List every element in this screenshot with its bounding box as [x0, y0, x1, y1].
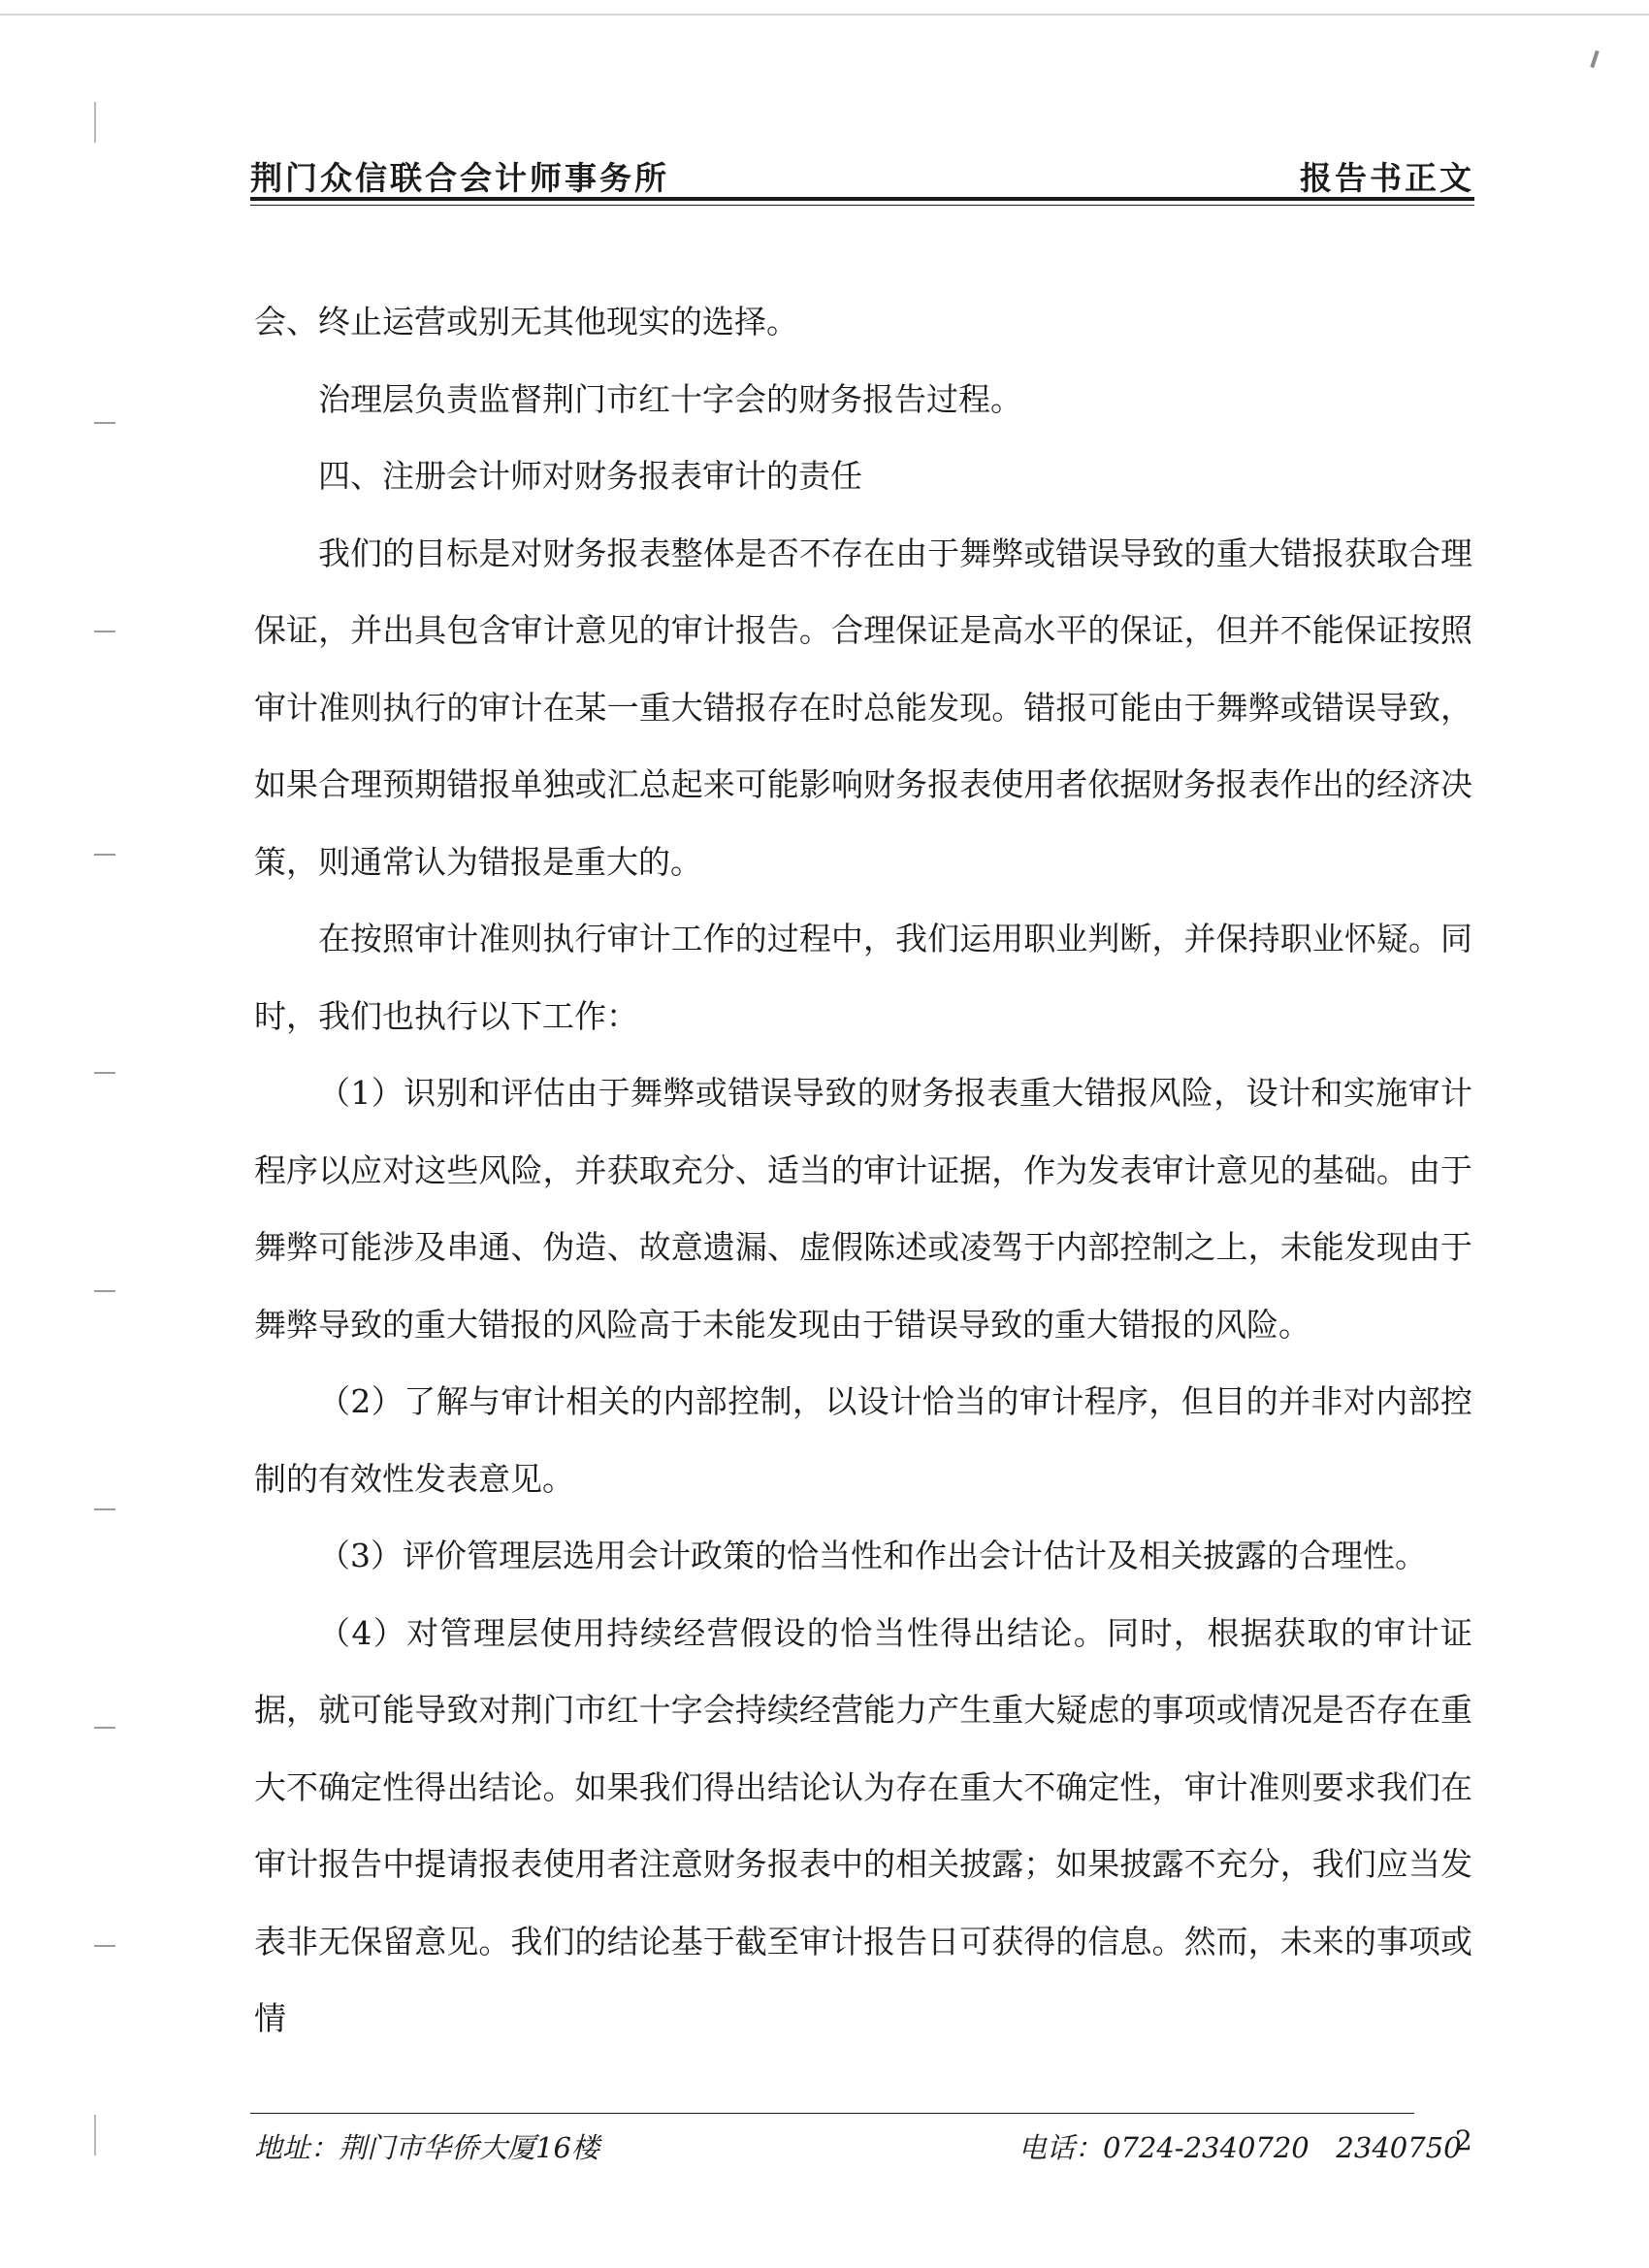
- paragraph-objective: 我们的目标是对财务报表整体是否不存在由于舞弊或错误导致的重大错报获取合理保证，并出具包含审计意见的审计报告。合理保证是高水平的保证，但并不能保证按照审计准则执行的审计在某一重大错报存在时总能发现。错报可能由于舞弊或错误导致，如果合理预期错报单独或汇总起来可能影响财务报表使用者依据财务报表作出的经济决策，则通常认为错报是重大的。: [254, 534, 1472, 881]
- paragraph-governance: 治理层负责监督荆门市红十字会的财务报告过程。: [318, 379, 1022, 418]
- scan-edge-line: [0, 14, 1649, 16]
- firm-name: 荆门众信联合会计师事务所: [250, 159, 669, 197]
- list-item-4: （4）对管理层使用持续经营假设的恰当性得出结论。同时，根据获取的审计证据，就可能导致对荆门市红十字会持续经营能力产生重大疑虑的事项或情况是否存在重大不确定性得出结论。如果我们得出结论认为存在重大不确定性，审计准则要求我们在审计报告中提请报表使用者注意财务报表中的相关披露；如果披露不充分，我们应当发表非无保留意见。我们的结论基于截至审计报告日可获得的信息。然而，未来的事项或情: [254, 1613, 1472, 2037]
- section-label: 报告书正文: [1300, 159, 1474, 197]
- binding-hole-mark: [94, 2115, 96, 2155]
- margin-tick-mark: [94, 1727, 115, 1729]
- header-rule-secondary: [250, 205, 1474, 206]
- margin-tick-mark: [94, 854, 115, 856]
- page-header: [250, 147, 1474, 198]
- margin-tick-mark: [94, 1945, 115, 1947]
- list-item-2: （2）了解与审计相关的内部控制，以设计恰当的审计程序，但目的并非对内部控制的有效性发表意见。: [254, 1382, 1472, 1498]
- footer-phone: 电话：0724-2340720 2340750: [1018, 2131, 1462, 2164]
- page-number: 2: [1455, 2124, 1472, 2156]
- section-heading: 四、注册会计师对财务报表审计的责任: [318, 457, 862, 495]
- footer-address: 地址：荆门市华侨大厦16楼: [254, 2131, 599, 2164]
- margin-tick-mark: [94, 1290, 115, 1292]
- margin-tick-mark: [94, 1508, 115, 1510]
- report-body: [254, 283, 1472, 2057]
- binding-hole-mark: [94, 102, 96, 143]
- margin-tick-mark: [94, 1072, 115, 1074]
- paragraph-procedures-intro: 在按照审计准则执行审计工作的过程中，我们运用职业判断，并保持职业怀疑。同时，我们也执行以下工作：: [254, 920, 1472, 1035]
- paragraph-continuation: 会、终止运营或别无其他现实的选择。: [254, 303, 798, 340]
- list-item-3: （3）评价管理层选用会计政策的恰当性和作出会计估计及相关披露的合理性。: [318, 1537, 1427, 1574]
- margin-tick-mark: [94, 631, 115, 632]
- list-item-1: （1）识别和评估由于舞弊或错误导致的财务报表重大错报风险，设计和实施审计程序以应对这些风险，并获取充分、适当的审计证据，作为发表审计意见的基础。由于舞弊可能涉及串通、伪造、故意遗漏、虚假陈述或凌驾于内部控制之上，未能发现由于舞弊导致的重大错报的风险高于未能发现由于错误导致的重大错报的风险。: [254, 1074, 1472, 1344]
- margin-tick-mark: [94, 422, 115, 424]
- footer-rule: [250, 2113, 1414, 2114]
- scan-speck-mark: [1590, 50, 1599, 68]
- header-rule: [250, 197, 1474, 201]
